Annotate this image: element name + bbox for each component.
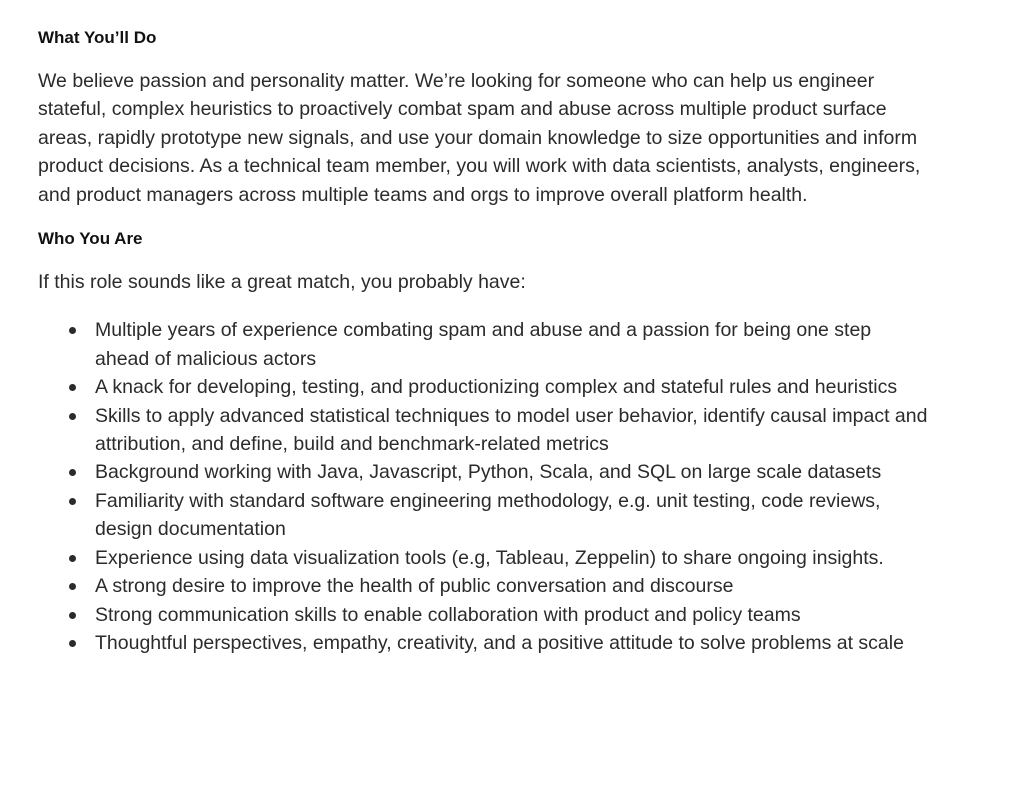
bullet-icon	[69, 413, 76, 420]
what-youll-do-heading: What You’ll Do	[38, 28, 157, 47]
list-item-text: A knack for developing, testing, and productionizing complex and stateful rules and heuristics	[95, 376, 898, 399]
list-item	[38, 544, 928, 572]
list-item	[38, 373, 928, 401]
bullet-icon	[69, 612, 76, 619]
job-description-content	[38, 26, 928, 657]
bullet-icon	[69, 498, 76, 505]
list-item	[38, 402, 928, 459]
who-you-are-heading: Who You Are	[38, 229, 143, 249]
bullet-icon	[69, 469, 76, 476]
requirements-list	[38, 316, 928, 657]
list-item	[38, 487, 928, 544]
bullet-icon	[69, 583, 76, 590]
list-item	[38, 629, 928, 657]
list-item-text: Background working with Java, Javascript, Python, Scala, and SQL on large scale datasets	[95, 461, 882, 484]
bullet-icon	[69, 384, 76, 391]
list-item-text: Experience using data visualization tools (e.g, Tableau, Zeppelin) to share ongoing insights.	[95, 546, 884, 569]
bullet-icon	[69, 327, 76, 334]
list-item-text: Thoughtful perspectives, empathy, creativity, and a positive attitude to solve problems at scale	[95, 631, 904, 654]
bullet-icon	[69, 640, 76, 647]
who-you-are-intro: If this role sounds like a great match, you probably have:	[38, 271, 526, 294]
list-item-text: A strong desire to improve the health of public conversation and discourse	[95, 575, 734, 598]
list-item	[38, 601, 928, 629]
list-item-text: Familiarity with standard software engineering methodology, e.g. unit testing, code reviews, design documentation	[95, 489, 881, 541]
list-item-text: Multiple years of experience combating spam and abuse and a passion for being one step ahead of malicious actors	[95, 319, 872, 370]
list-item	[38, 458, 928, 486]
what-youll-do-paragraph: We believe passion and personality matter. We’re looking for someone who can help us engineer stateful, complex heuristics to proactively combat spam and abuse across multiple product surface areas, rapidly prototype new signals, and use your domain knowledge to size opportunities and inform product decisions. As a technical team member, you will work with data scientists, analysts, engineers, and product managers across multiple teams and orgs to improve overall platform health.	[38, 70, 921, 206]
list-item-text: Skills to apply advanced statistical techniques to model user behavior, identify causal impact and attribution, and define, build and benchmark-related metrics	[95, 404, 928, 456]
bullet-icon	[69, 555, 76, 562]
list-item-text: Strong communication skills to enable collaboration with product and policy teams	[95, 603, 801, 626]
list-item	[38, 572, 928, 600]
list-item	[38, 316, 928, 373]
